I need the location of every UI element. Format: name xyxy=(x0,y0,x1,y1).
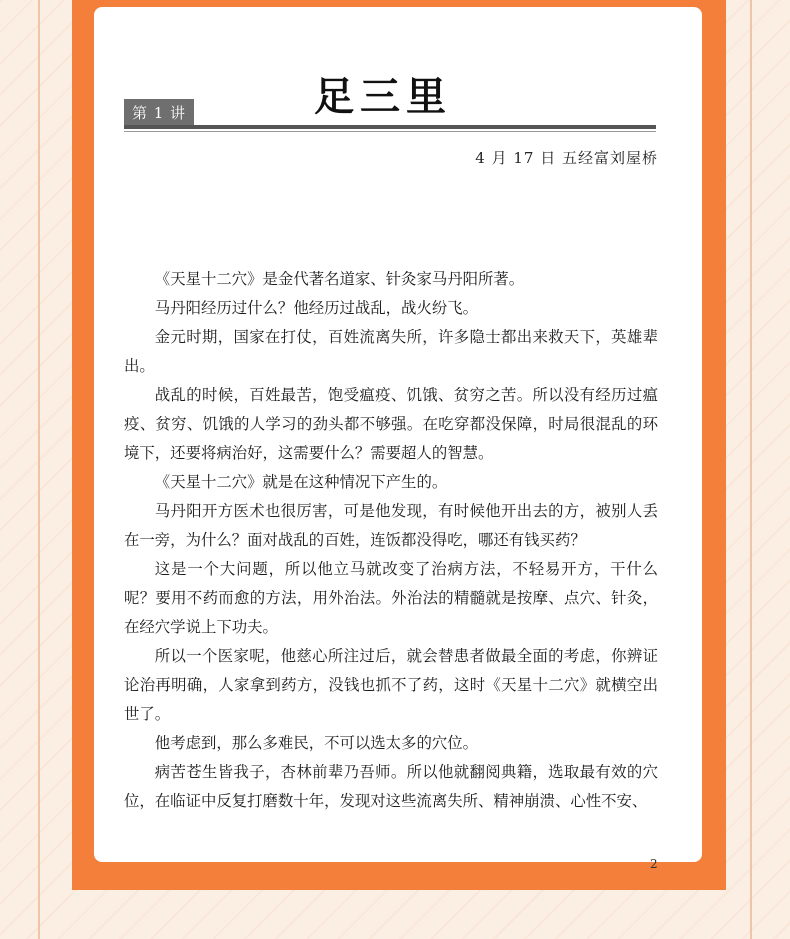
paragraph: 马丹阳开方医术也很厉害，可是他发现，有时候他开出去的方，被别人丢在一旁，为什么？面对战乱的百姓，连饭都没得吃，哪还有钱买药？ xyxy=(124,502,658,549)
paragraph: 这是一个大问题，所以他立马就改变了治病方法，不轻易开方，干什么呢？要用不药而愈的方法，用外治法。外治法的精髓就是按摩、点穴、针灸，在经穴学说上下功夫。 xyxy=(124,560,658,636)
title-rule-thin xyxy=(124,131,656,132)
paragraph: 他考虑到，那么多难民，不可以选太多的穴位。 xyxy=(154,734,479,752)
right-border-line xyxy=(750,0,752,939)
lecture-number-tag: 第 1 讲 xyxy=(124,99,194,127)
paragraph: 《天星十二穴》是金代著名道家、针灸家马丹阳所著。 xyxy=(154,270,525,288)
paragraph: 所以一个医家呢，他慈心所注过后，就会替患者做最全面的考虑，你辨证论治再明确，人家拿到药方，没钱也抓不了药，这时《天星十二穴》就横空出世了。 xyxy=(124,647,658,723)
paragraph: 病苦苍生皆我子，杏林前辈乃吾师。所以他就翻阅典籍，选取最有效的穴位，在临证中反复打磨数十年，发现对这些流离失所、精神崩溃、心性不安、 xyxy=(124,763,658,810)
paragraph: 马丹阳经历过什么？他经历过战乱，战火纷飞。 xyxy=(154,299,479,317)
chapter-title: 足三里 xyxy=(314,73,452,120)
paragraph: 战乱的时候，百姓最苦，饱受瘟疫、饥饿、贫穷之苦。所以没有经历过瘟疫、贫穷、饥饿的人学习的劲头都不够强。在吃穿都没保障，时局很混乱的环境下，还要将病治好，这需要什么？需要超人的智慧。 xyxy=(124,386,658,462)
paragraph: 金元时期，国家在打仗，百姓流离失所，许多隐士都出来救天下，英雄辈出。 xyxy=(124,328,658,375)
body-text xyxy=(124,265,658,816)
paragraph: 《天星十二穴》就是在这种情况下产生的。 xyxy=(154,473,448,491)
book-page xyxy=(94,7,702,862)
page-number: 2 xyxy=(650,857,658,871)
dateline: 4 月 17 日 五经富刘屋桥 xyxy=(475,149,658,167)
left-border-line xyxy=(38,0,40,939)
title-rule-thick xyxy=(124,125,656,129)
